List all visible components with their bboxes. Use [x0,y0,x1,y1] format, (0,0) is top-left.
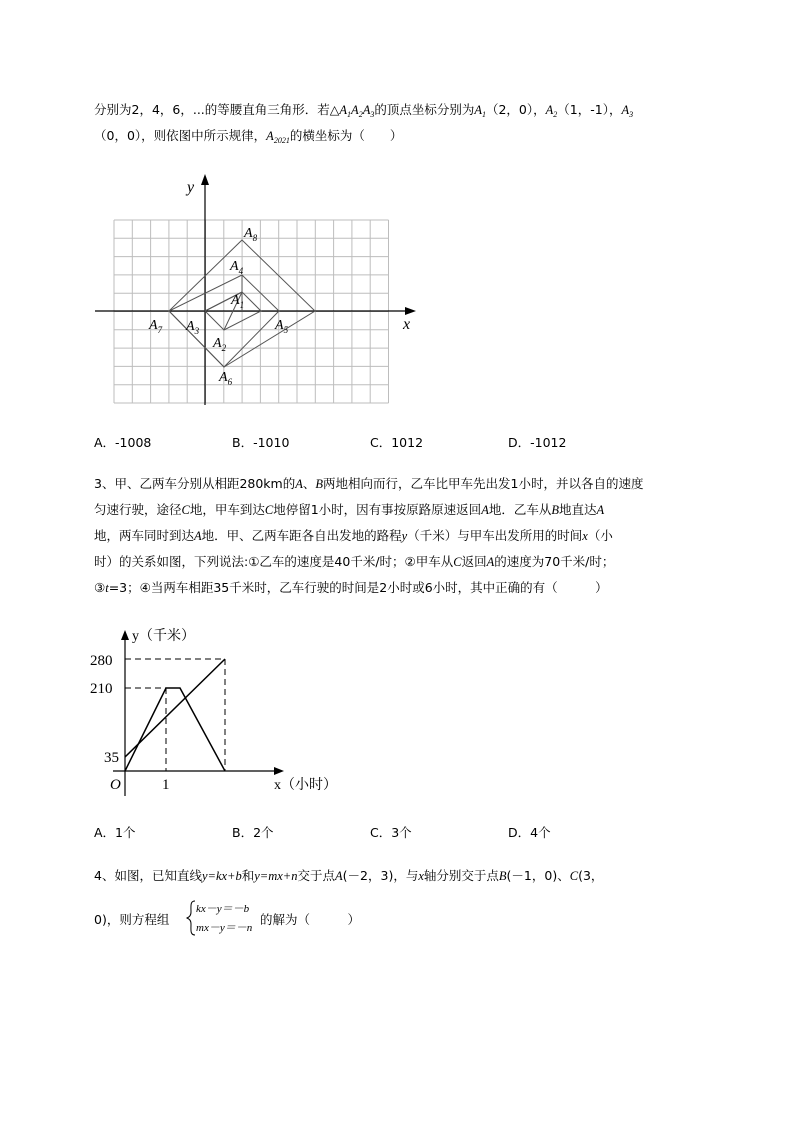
equation-system [186,899,266,937]
label-A2: $A_2$ [213,336,227,353]
graph-origin: O [110,777,121,793]
q2-option-d[interactable]: D．-1012 [508,435,567,450]
label-A1: $A_1$ [231,293,245,310]
graph-y-arrow [121,630,129,640]
q3-option-a[interactable]: A．1个 [94,825,136,840]
q3-option-d[interactable]: D．4个 [508,825,551,840]
graph-y-label: y（千米） [132,629,195,644]
label-A8: $A_8$ [244,226,258,243]
y-tick-280: 280 [90,653,113,669]
car-jia-path [125,688,225,771]
system-eq-1: kx－y＝－b [196,903,250,915]
system-eq-2: mx－y＝－n [196,922,253,934]
y-axis-arrow [201,174,209,185]
q4-stem-line-1: 4、如图，已知直线y=kx+b和y=mx+n交于点A(－2，3)，与x轴分别交于点B(－1，0)、C(3， [94,868,604,883]
q2-figure-grid [90,170,420,410]
y-axis-label: y [187,179,195,196]
brace-icon [186,900,196,936]
q2-option-c[interactable]: C．1012 [370,435,424,450]
q2-stem-line-1: 分别为2，4，6，...的等腰直角三角形．若$\triangle A_1A_2A_3$的顶点坐标分别为$A_1(2$，0），$A_2(1$，-1），$A_3$ [94,102,634,119]
q3-option-c[interactable]: C．3个 [370,825,412,840]
q3-distance-time-graph [88,620,358,800]
q3-stem-line-5: ③t=3；④当两车相距35千米时，乙车行驶的时间是2小时或6小时，其中正确的有（ ） [94,580,608,595]
label-A3: $A_3$ [186,319,200,336]
q2-option-a[interactable]: A．-1008 [94,435,152,450]
q2-options [94,433,714,453]
label-A4: $A_4$ [230,259,244,276]
graph-x-label: x（小时） [274,778,337,793]
x-axis-label: x [403,316,411,333]
q3-option-b[interactable]: B．2个 [232,825,274,840]
y-tick-210: 210 [90,681,113,697]
label-A7: $A_7$ [149,318,163,335]
q2-option-b[interactable]: B．-1010 [232,435,290,450]
q2-stem-line-2: （0，0），则依图中所示规律，$A_{2021}$的横坐标为（ ） [94,128,403,145]
x-tick-1: 1 [162,777,170,793]
label-A6: $A_6$ [219,370,233,387]
q3-stem-line-2: 匀速行驶，途径C地，甲车到达C地停留1小时，因有事按原路原速返回A地．乙车从B地直达A [94,502,605,517]
q3-stem-line-4: 时）的关系如图，下列说法:①乙车的速度是40千米/时；②甲车从C返回A的速度为70千米/时； [94,554,615,569]
q4-stem-line-2a: 0)，则方程组 [94,912,170,927]
q3-options [94,823,714,843]
y-tick-35: 35 [104,750,119,766]
graph-x-arrow [274,767,284,775]
q4-stem-line-2b: 的解为（ ） [260,912,361,927]
q3-stem-line-1: 3、甲、乙两车分别从相距280km的A、B两地相向而行，乙车比甲车先出发1小时，并以各自的速度 [94,476,644,491]
x-axis-arrow [405,307,416,315]
q3-stem-line-3: 地，两车同时到达A地．甲、乙两车距各自出发地的路程y（千米）与甲车出发所用的时间x（小 [94,528,613,543]
label-A5: $A_5$ [275,318,289,335]
